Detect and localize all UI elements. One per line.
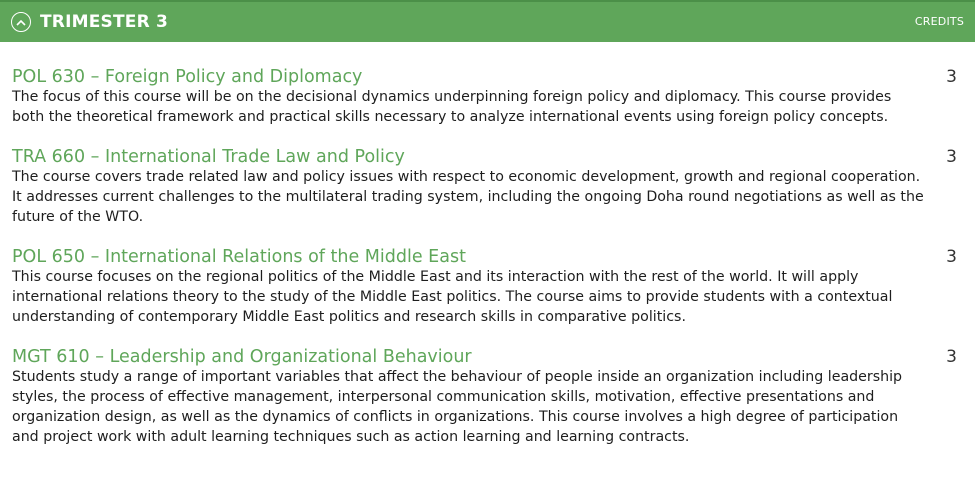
course-title-link[interactable]: TRA 660 – International Trade Law and Policy	[12, 147, 405, 167]
course-item-pol-650	[12, 246, 963, 327]
course-description: The focus of this course will be on the decisional dynamics underpinning foreign policy and diplomacy. This course provides both the theoretical framework and practical skills necessary to analyze international events using foreign policy concepts.	[12, 89, 892, 125]
course-credits: 3	[946, 67, 957, 87]
course-credits: 3	[946, 147, 957, 167]
course-title-link[interactable]: POL 630 – Foreign Policy and Diplomacy	[12, 67, 363, 87]
credits-column-label: CREDITS	[914, 15, 964, 28]
course-credits: 3	[946, 347, 957, 367]
course-title-link[interactable]: POL 650 – International Relations of the Middle East	[12, 247, 466, 267]
chevron-up-circle-icon[interactable]	[11, 12, 31, 32]
course-description: This course focuses on the regional politics of the Middle East and its interaction with the rest of the world. It will apply international relations theory to the study of the Middle East politics. The course aims to provide students with a contextual understanding of contemporary Middle East politics and research skills in comparative politics.	[12, 269, 893, 325]
course-title-link[interactable]: MGT 610 – Leadership and Organizational Behaviour	[12, 347, 472, 367]
trimester-title: TRIMESTER 3	[40, 12, 169, 32]
trimester-header[interactable]	[0, 0, 975, 42]
course-item-pol-630	[12, 66, 963, 127]
course-list	[12, 66, 963, 466]
course-item-tra-660	[12, 146, 963, 227]
course-description: Students study a range of important variables that affect the behaviour of people inside an organization including leadership styles, the process of effective management, interpersonal communication skills, motivation, effective presentations and organization design, as well as the dynamics of conflicts in organizations. This course involves a high degree of participation and project work with adult learning techniques such as action learning and learning contracts.	[12, 369, 903, 445]
course-credits: 3	[946, 247, 957, 267]
course-description: The course covers trade related law and policy issues with respect to economic development, growth and regional cooperation. It addresses current challenges to the multilateral trading system, including the ongoing Doha round negotiations as well as the future of the WTO.	[12, 169, 924, 225]
course-item-mgt-610	[12, 346, 963, 447]
